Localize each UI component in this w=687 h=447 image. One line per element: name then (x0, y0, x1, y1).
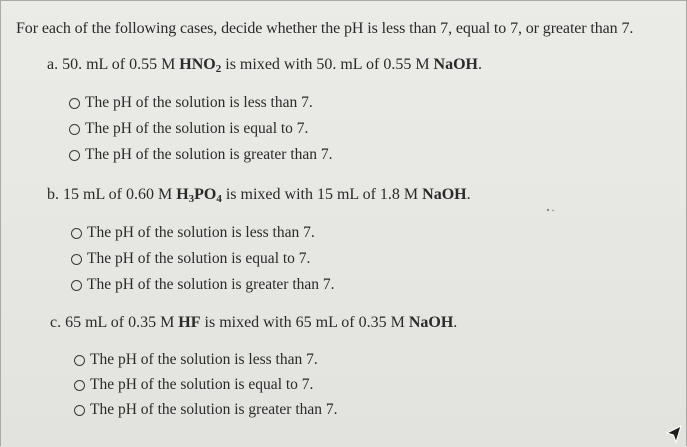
option-label: The pH of the solution is less than 7. (85, 94, 313, 111)
option-b-less[interactable] (71, 224, 315, 242)
question-b-label: b. (47, 186, 59, 203)
option-c-equal[interactable] (74, 376, 313, 394)
option-b-greater[interactable] (71, 276, 335, 294)
mouse-pointer-icon (665, 425, 683, 445)
radio-button-icon[interactable] (71, 280, 82, 291)
option-a-greater[interactable] (69, 146, 333, 164)
radio-button-icon[interactable] (71, 228, 82, 239)
option-a-less[interactable] (69, 94, 313, 112)
question-c-text-middle: is mixed with 65 mL of 0.35 M (204, 314, 405, 331)
question-a-label: a. (47, 56, 59, 73)
question-a-base: NaOH (433, 56, 478, 73)
option-a-equal[interactable] (69, 120, 308, 138)
option-label: The pH of the solution is equal to 7. (87, 250, 311, 267)
screen-speck (545, 207, 557, 213)
option-c-less[interactable] (74, 351, 318, 369)
radio-button-icon[interactable] (69, 150, 80, 161)
question-b-acid: $H_3PO_4$ (176, 186, 222, 205)
option-label: The pH of the solution is greater than 7. (87, 276, 335, 293)
radio-button-icon[interactable] (74, 405, 85, 416)
question-b-text-middle: is mixed with 15 mL of 1.8 M (225, 186, 419, 203)
question-c-text-before: 65 mL of 0.35 M (65, 314, 175, 331)
question-b: b. 15 mL of 0.60 M $H_3PO_4$ is mixed with 15 mL of 1.8 M NaOH. (47, 186, 471, 205)
question-b-base: NaOH (422, 186, 467, 203)
question-b-text-before: 15 mL of 0.60 M (63, 186, 173, 203)
question-a-text-middle: is mixed with 50. mL of 0.55 M (225, 56, 430, 73)
question-c-acid: HF (178, 314, 201, 331)
question-a-acid: $HNO_2$ (179, 56, 222, 75)
question-c: c. 65 mL of 0.35 M HF is mixed with 65 mL of 0.35 M NaOH. (50, 314, 458, 331)
question-a-text-before: 50. mL of 0.55 M (62, 56, 176, 73)
option-b-equal[interactable] (71, 250, 310, 268)
option-label: The pH of the solution is less than 7. (90, 351, 318, 368)
instructions: For each of the following cases, decide whether the pH is less than 7, equal to 7, or greater than 7. (16, 20, 634, 37)
option-label: The pH of the solution is less than 7. (87, 224, 315, 241)
option-label: The pH of the solution is greater than 7. (90, 401, 338, 418)
radio-button-icon[interactable] (74, 380, 85, 391)
question-a: a. 50. mL of 0.55 M $HNO_2$ is mixed with 50. mL of 0.55 M NaOH. (47, 56, 482, 75)
radio-button-icon[interactable] (69, 124, 80, 135)
option-label: The pH of the solution is equal to 7. (85, 120, 309, 137)
question-c-label: c. (50, 314, 62, 331)
option-c-greater[interactable] (74, 401, 338, 419)
radio-button-icon[interactable] (71, 254, 82, 265)
question-c-base: NaOH (408, 314, 454, 331)
radio-button-icon[interactable] (69, 98, 80, 109)
option-label: The pH of the solution is greater than 7. (85, 146, 333, 163)
option-label: The pH of the solution is equal to 7. (90, 376, 314, 393)
radio-button-icon[interactable] (74, 355, 85, 366)
